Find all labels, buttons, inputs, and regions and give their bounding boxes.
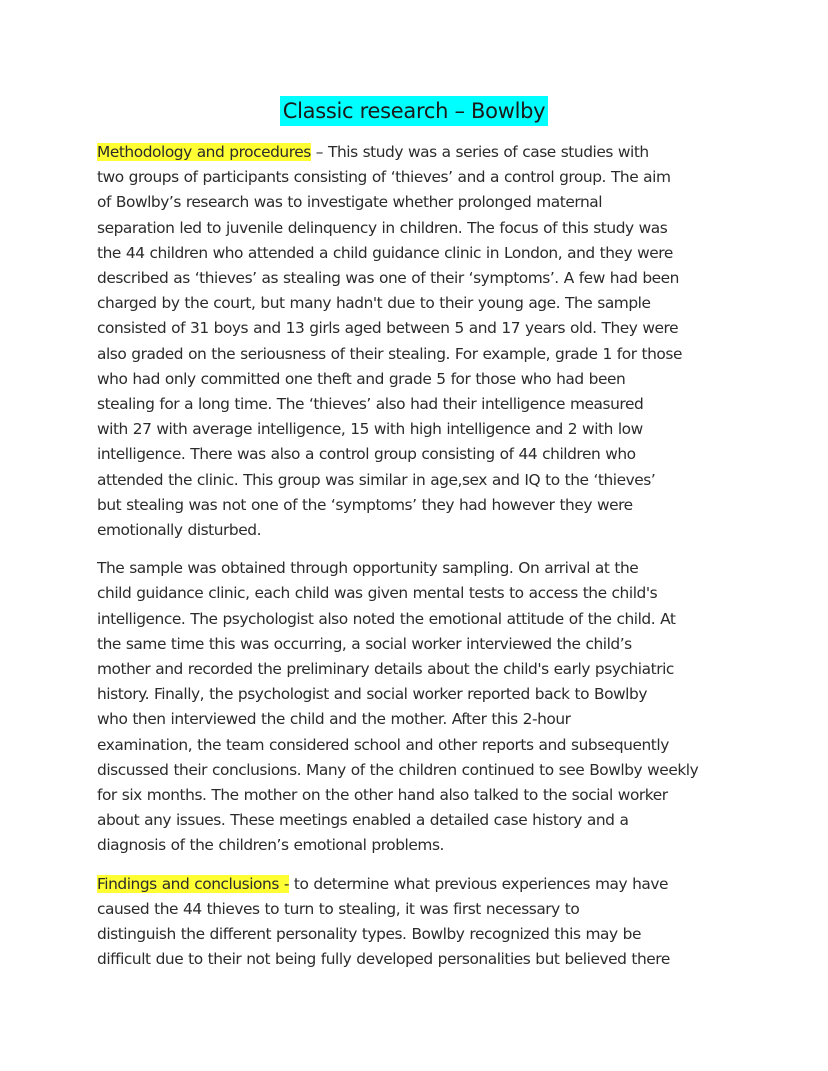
text-line: intelligence. There was also a control group consisting of 44 children who <box>97 445 636 464</box>
text-line: diagnosis of the children’s emotional problems. <box>97 836 444 855</box>
heading-methodology: Methodology and procedures <box>97 143 311 161</box>
text-line: consisted of 31 boys and 13 girls aged between 5 and 17 years old. They were <box>97 319 679 338</box>
text-line: described as ‘thieves’ as stealing was one of their ‘symptoms’. A few had been <box>97 269 679 288</box>
text-line: mother and recorded the preliminary details about the child's early psychiatric <box>97 660 674 679</box>
text-line: also graded on the seriousness of their stealing. For example, grade 1 for those <box>97 344 682 363</box>
text-line: the same time this was occurring, a social worker interviewed the child’s <box>97 634 632 653</box>
paragraph-methodology <box>97 140 737 543</box>
text-line: about any issues. These meetings enabled a detailed case history and a <box>97 811 629 830</box>
text-line: separation led to juvenile delinquency in children. The focus of this study was <box>97 218 668 237</box>
text-line-rest: – This study was a series of case studies with <box>310 143 649 161</box>
text-line: of Bowlby’s research was to investigate whether prolonged maternal <box>97 193 603 212</box>
document-body <box>97 140 737 973</box>
text-line: The sample was obtained through opportunity sampling. On arrival at the <box>97 559 639 578</box>
text-line: examination, the team considered school and other reports and subsequently <box>97 735 669 754</box>
text-line: discussed their conclusions. Many of the children continued to see Bowlby weekly <box>97 760 699 779</box>
text-line: intelligence. The psychologist also noted the emotional attitude of the child. At <box>97 609 676 628</box>
text-line: but stealing was not one of the ‘symptoms’ they had however they were <box>97 495 633 514</box>
text-line-rest: to determine what previous experiences may have <box>288 874 669 893</box>
heading-findings: Findings and conclusions - <box>97 874 289 893</box>
text-line: who had only committed one theft and grade 5 for those who had been <box>97 369 626 388</box>
text-line: caused the 44 thieves to turn to stealing, it was first necessary to <box>97 899 580 918</box>
text-line <box>97 872 737 897</box>
paragraph-findings <box>97 872 737 973</box>
page-title: Classic research – Bowlby <box>280 96 549 126</box>
text-line: charged by the court, but many hadn't due to their young age. The sample <box>97 294 651 313</box>
paragraph-sampling <box>97 556 737 858</box>
text-line: history. Finally, the psychologist and social worker reported back to Bowlby <box>97 685 647 704</box>
text-line: two groups of participants consisting of ‘thieves’ and a control group. The aim <box>97 168 671 187</box>
text-line: with 27 with average intelligence, 15 with high intelligence and 2 with low <box>97 420 643 439</box>
text-line: difficult due to their not being fully developed personalities but believed there <box>97 950 670 969</box>
title-container <box>0 96 828 126</box>
text-line: child guidance clinic, each child was given mental tests to access the child's <box>97 584 658 603</box>
text-line: the 44 children who attended a child guidance clinic in London, and they were <box>97 243 673 262</box>
text-line: emotionally disturbed. <box>97 521 262 540</box>
text-line: attended the clinic. This group was similar in age,sex and IQ to the ‘thieves’ <box>97 470 656 489</box>
text-line: who then interviewed the child and the mother. After this 2-hour <box>97 710 571 729</box>
text-line: distinguish the different personality types. Bowlby recognized this may be <box>97 925 641 944</box>
text-line: stealing for a long time. The ‘thieves’ also had their intelligence measured <box>97 395 644 414</box>
text-line <box>97 140 737 165</box>
text-line: for six months. The mother on the other hand also talked to the social worker <box>97 786 668 805</box>
